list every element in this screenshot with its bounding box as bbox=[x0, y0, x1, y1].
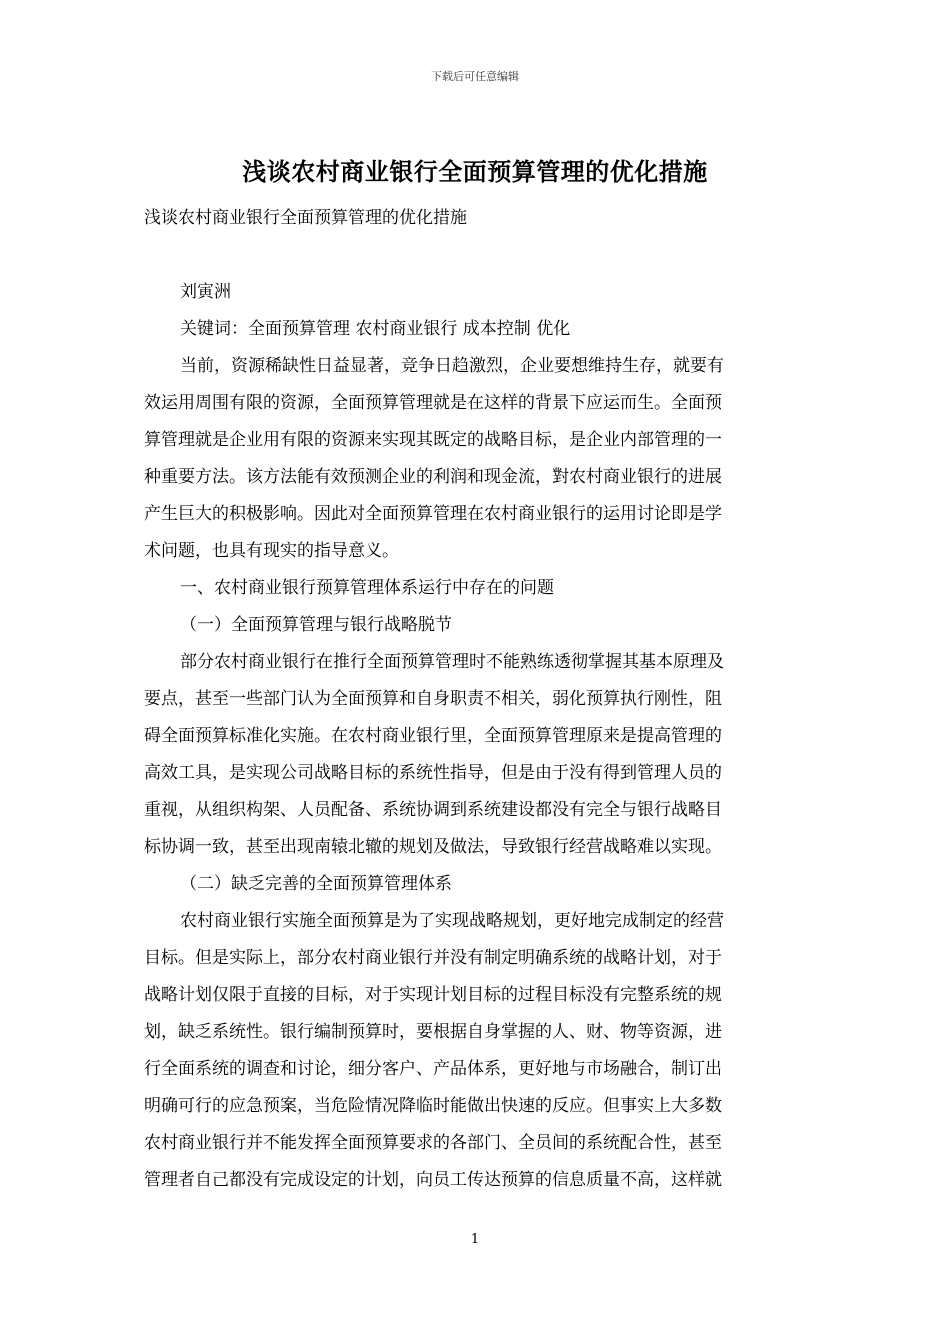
document-title: 浅谈农村商业银行全面预算管理的优化措施 bbox=[242, 157, 708, 186]
subtitle: 浅谈农村商业银行全面预算管理的优化措施 bbox=[144, 208, 467, 228]
intro-line: 当前，资源稀缺性日益显著，竞争日趋激烈，企业要想维持生存，就要有 bbox=[180, 356, 724, 376]
para1-line: 标协调一致，甚至出现南辕北辙的规划及做法，导致银行经营战略难以实现。 bbox=[144, 837, 722, 857]
document-body bbox=[144, 200, 808, 1199]
subsection-heading: （一）全面预算管理与银行战略脱节 bbox=[180, 615, 452, 635]
intro-line: 种重要方法。该方法能有效预测企业的利润和现金流，對农村商业银行的进展 bbox=[144, 467, 722, 487]
keywords: 关键词：全面预算管理 农村商业银行 成本控制 优化 bbox=[180, 319, 571, 339]
page-number: 1 bbox=[470, 1232, 480, 1247]
para2-line: 战略计划仅限于直接的目标，对于实现计划目标的过程目标没有完整系统的规 bbox=[144, 985, 722, 1005]
intro-line: 术问题，也具有现实的指导意义。 bbox=[144, 541, 399, 561]
para2-line: 农村商业银行实施全面预算是为了实现战略规划，更好地完成制定的经营 bbox=[180, 911, 724, 931]
intro-line: 产生巨大的积极影响。因此对全面预算管理在农村商业银行的运用讨论即是学 bbox=[144, 504, 722, 524]
para2-line: 行全面系统的调查和讨论，细分客户、产品体系，更好地与市场融合，制订出 bbox=[144, 1059, 722, 1079]
para1-line: 重视，从组织构架、人员配备、系统协调到系统建设都没有完全与银行战略目 bbox=[144, 800, 722, 820]
para2-line: 目标。但是实际上，部分农村商业银行并没有制定明确系统的战略计划，对于 bbox=[144, 948, 722, 968]
para1-line: 部分农村商业银行在推行全面预算管理时不能熟练透彻掌握其基本原理及 bbox=[180, 652, 724, 672]
para2-line: 明确可行的应急预案，当危险情况降临时能做出快速的反应。但事实上大多数 bbox=[144, 1096, 722, 1116]
para2-line: 农村商业银行并不能发挥全面预算要求的各部门、全员间的系统配合性，甚至 bbox=[144, 1133, 722, 1153]
spacer bbox=[144, 237, 808, 274]
para1-line: 高效工具，是实现公司战略目标的系统性指导，但是由于没有得到管理人员的 bbox=[144, 763, 722, 783]
page-header: 下载后可任意编辑 bbox=[431, 70, 519, 83]
intro-line: 算管理就是企业用有限的资源来实现其既定的战略目标，是企业内部管理的一 bbox=[144, 430, 722, 450]
para1-line: 碍全面预算标准化实施。在农村商业银行里，全面预算管理原来是提高管理的 bbox=[144, 726, 722, 746]
para2-line: 划，缺乏系统性。银行编制预算时，要根据自身掌握的人、财、物等资源，进 bbox=[144, 1022, 722, 1042]
subsection-heading: （二）缺乏完善的全面预算管理体系 bbox=[180, 874, 452, 894]
para2-line: 管理者自己都没有完成设定的计划，向员工传达预算的信息质量不高，这样就 bbox=[144, 1170, 722, 1190]
author: 刘寅洲 bbox=[180, 282, 231, 302]
para1-line: 要点，甚至一些部门认为全面预算和自身职责不相关，弱化预算执行刚性，阻 bbox=[144, 689, 722, 709]
intro-line: 效运用周围有限的资源，全面预算管理就是在这样的背景下应运而生。全面预 bbox=[144, 393, 722, 413]
section-heading: 一、农村商业银行预算管理体系运行中存在的问题 bbox=[180, 578, 554, 598]
